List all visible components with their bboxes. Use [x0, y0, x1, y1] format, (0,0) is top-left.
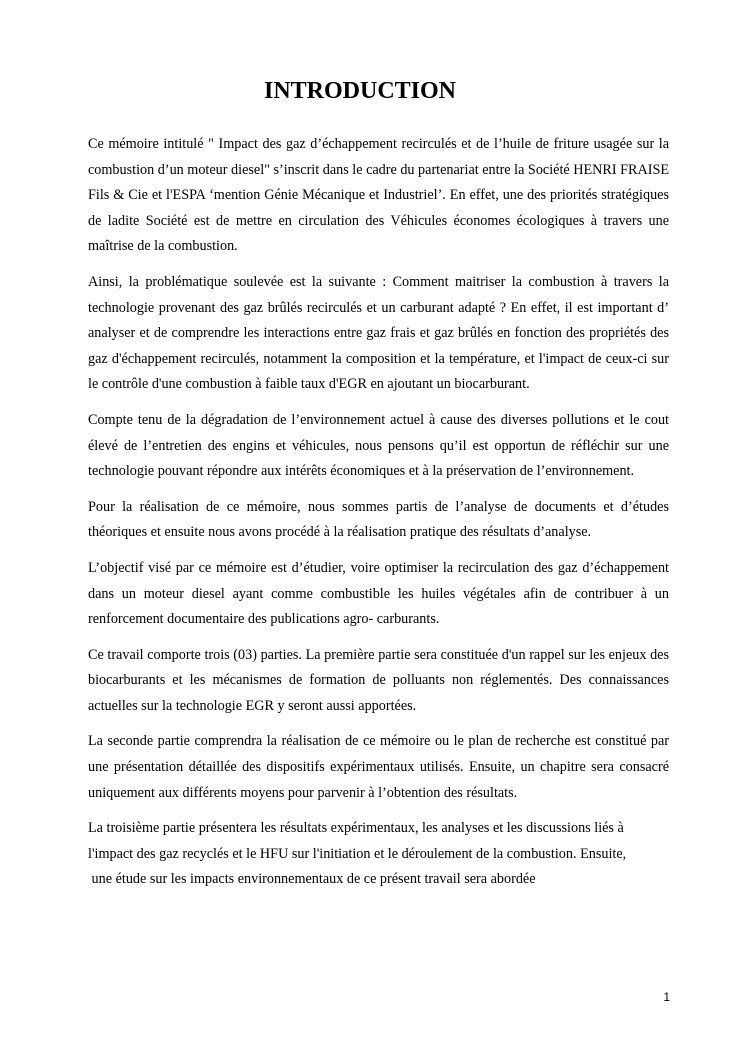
- paragraph-6: Ce travail comporte trois (03) parties. La première partie sera constituée d'un rappel sur les enjeux des biocarburants et les mécanismes de formation de polluants non réglementés. Des connaissances actuelles sur la technologie EGR y seront aussi apportées.: [88, 646, 669, 714]
- paragraph-7: La seconde partie comprendra la réalisation de ce mémoire ou le plan de recherche est constitué par une présentation détaillée des dispositifs expérimentaux utilisés. Ensuite, un chapitre sera consacré uniquement aux différents moyens pour parvenir à l’obtention des résultats.: [88, 733, 669, 801]
- paragraph-3: Compte tenu de la dégradation de l’environnement actuel à cause des diverses pollutions et le cout élevé de l’entretien des engins et véhicules, nous pensons qu’il est opportun de réfléchir sur une technologie pouvant répondre aux intérêts économiques et à la préservation de l’environnement.: [88, 411, 669, 480]
- paragraph-4: Pour la réalisation de ce mémoire, nous sommes partis de l’analyse de documents et d’études théoriques et ensuite nous avons procédé à la réalisation pratique des résultats d’analyse.: [88, 498, 669, 541]
- paragraph-2: Ainsi, la problématique soulevée est la suivante : Comment maitriser la combustion à travers la technologie provenant des gaz brûlés recirculés et un carburant adapté ? En effet, il est important d’ analyser et de comprendre les interactions entre gaz frais et gaz brûlés en fonction des propriétés des gaz d'échappement recirculés, notamment la composition et la température, et l'impact de ceux-ci sur le contrôle d'une combustion à faible taux d'EGR en ajoutant un biocarburant.: [88, 273, 669, 393]
- page-number: 1: [663, 990, 670, 1004]
- paragraph-8: La troisième partie présentera les résultats expérimentaux, les analyses et les discussions liés à l'impact des gaz recyclés et le HFU sur l'initiation et le déroulement de la combustion. Ensuite,: [88, 820, 627, 862]
- paragraph-1: Ce mémoire intitulé " Impact des gaz d’échappement recirculés et de l’huile de friture usagée sur la combustion d’un moteur diesel" s’inscrit dans le cadre du partenariat entre la Société HENRI FRAISE Fils & Cie et l'ESPA ‘mention Génie Mécanique et Industriel’. En effet, une des priorités stratégiques de ladite Société est de mettre en circulation des Véhicules économes écologiques à travers une maîtrise de la combustion.: [88, 136, 670, 255]
- page-title: INTRODUCTION: [263, 78, 457, 104]
- paragraph-5: L’objectif visé par ce mémoire est d’étudier, voire optimiser la recirculation des gaz d’échappement dans un moteur diesel ayant comme combustible les huiles végétales afin de contribuer à un renforcement documentaire des publications agro- carburants.: [88, 559, 669, 628]
- body-text: [88, 132, 669, 903]
- paragraph-9: une étude sur les impacts environnementaux de ce présent travail sera abordée: [88, 871, 536, 888]
